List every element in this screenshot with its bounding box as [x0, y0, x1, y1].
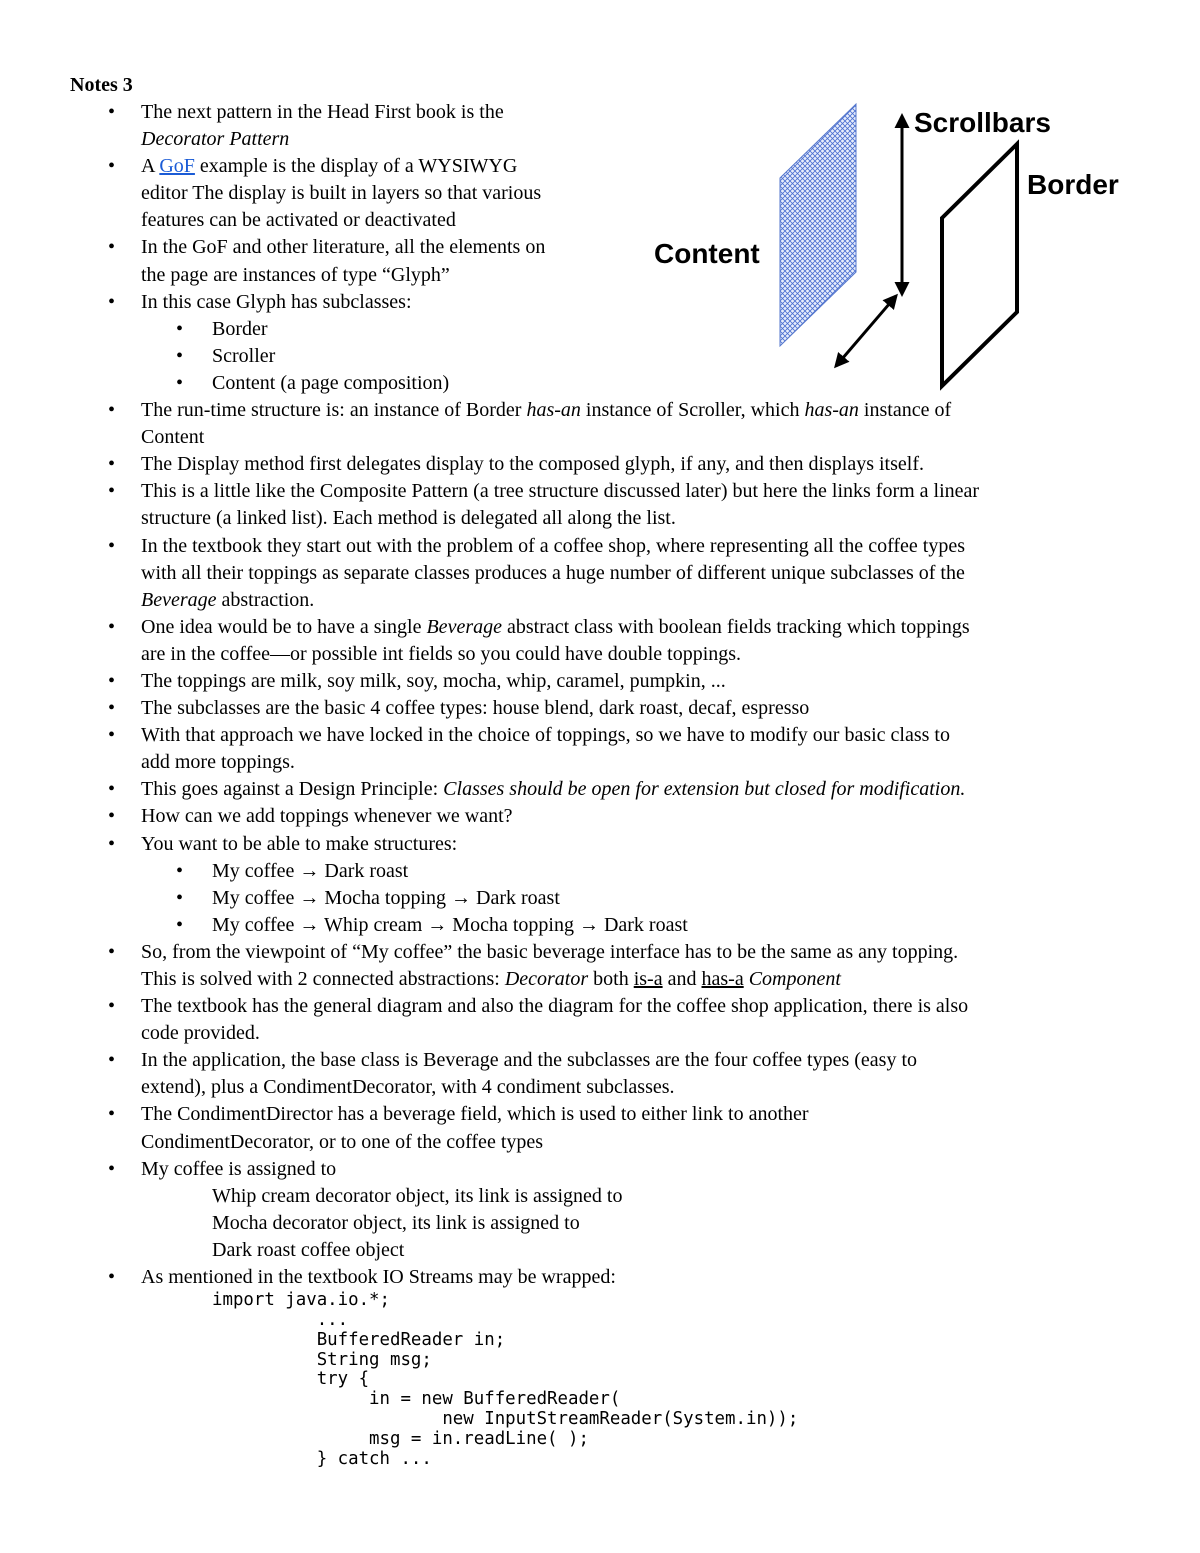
indent-line-dark-roast: Dark roast coffee object [212, 1238, 405, 1261]
bullet-my-coffee-assigned: • My coffee is assigned to [0, 1156, 1200, 1183]
bullet-viewpoint: • So, from the viewpoint of “My coffee” the basic beverage interface has to be the same as any topping. This is solved with 2 connected abstractions: Decorator both is-a and has-a Component [0, 939, 1200, 993]
bullet-coffee-shop-problem: • In the textbook they start out with the problem of a coffee shop, where representing all the coffee types with all their toppings as separate classes produces a huge number of different unique subclasses of the Beverage abstraction. [0, 533, 1200, 614]
code-line: in = new BufferedReader( [212, 1389, 621, 1410]
bullet-design-principle: • This goes against a Design Principle: Classes should be open for extension but closed for modification. [0, 776, 1200, 803]
java-code-block [0, 1291, 1200, 1469]
page-title: Notes 3 [70, 74, 133, 96]
code-line: ... [212, 1309, 349, 1330]
sub-bullet-structure-2: • My coffee → Mocha topping → Dark roast [0, 885, 1200, 912]
bullet-display-method: • The Display method first delegates display to the composed glyph, if any, and then displays itself. [0, 451, 1200, 478]
bullet-application-classes: • In the application, the base class is Beverage and the subclasses are the four coffee types (easy to extend), plus a CondimentDecorator, with 4 condiment subclasses. [0, 1047, 1200, 1101]
bullet-toppings-list: • The toppings are milk, soy milk, soy, mocha, whip, caramel, pumpkin, ... [0, 668, 1200, 695]
indent-line-whip: Whip cream decorator object, its link is assigned to [212, 1184, 623, 1207]
notes-bullet-list [0, 99, 1200, 1469]
sub-bullet-border: • Border [0, 316, 1200, 343]
code-line: msg = in.readLine( ); [212, 1428, 589, 1449]
bullet-condiment-director: • The CondimentDirector has a beverage field, which is used to either link to another CondimentDecorator, or to one of the coffee types [0, 1101, 1200, 1155]
bullet-add-toppings-question: • How can we add toppings whenever we want? [0, 803, 1200, 830]
border-label: Border [1027, 169, 1119, 200]
bullet-gof-example: • A GoF example is the display of a WYSIWYG editor The display is built in layers so that various features can be activated or deactivated [0, 153, 1200, 234]
indent-line-mocha: Mocha decorator object, its link is assigned to [212, 1211, 580, 1234]
sub-bullet-structure-3: • My coffee → Whip cream → Mocha topping → Dark roast [0, 912, 1200, 939]
content-label: Content [654, 238, 760, 269]
bullet-structures: • You want to be able to make structures: [0, 831, 1200, 858]
sub-bullet-scroller: • Scroller [0, 343, 1200, 370]
code-line: } catch ... [212, 1448, 432, 1469]
code-line: String msg; [212, 1349, 432, 1370]
scrollbars-label: Scrollbars [914, 107, 1051, 138]
bullet-coffee-types: • The subclasses are the basic 4 coffee types: house blend, dark roast, decaf, espresso [0, 695, 1200, 722]
bullet-glyph-subclasses: • In this case Glyph has subclasses: [0, 289, 1200, 316]
bullet-decorator-intro: • The next pattern in the Head First book is the Decorator Pattern [0, 99, 1200, 153]
code-line: import java.io.*; [212, 1290, 390, 1311]
bullet-io-streams: • As mentioned in the textbook IO Streams may be wrapped: [0, 1264, 1200, 1291]
bullet-composite-comparison: • This is a little like the Composite Pattern (a tree structure discussed later) but here the links form a linear structure (a linked list). Each method is delegated all along the list. [0, 478, 1200, 532]
gof-link[interactable]: GoF [159, 155, 195, 178]
sub-bullet-content: • Content (a page composition) [0, 370, 1200, 397]
bullet-textbook-diagram: • The textbook has the general diagram and also the diagram for the coffee shop application, there is also code provided. [0, 993, 1200, 1047]
bullet-glyph: • In the GoF and other literature, all the elements on the page are instances of type “Glyph” [0, 234, 1200, 288]
code-line: BufferedReader in; [212, 1329, 506, 1350]
bullet-runtime-structure: • The run-time structure is: an instance of Border has-an instance of Scroller, which has-an instance of Content [0, 397, 1200, 451]
bullet-single-beverage-idea: • One idea would be to have a single Beverage abstract class with boolean fields tracking which toppings are in the coffee—or possible int fields so you could have double toppings. [0, 614, 1200, 668]
code-line: try { [212, 1369, 370, 1390]
code-line: new InputStreamReader(System.in)); [212, 1408, 799, 1429]
sub-bullet-structure-1: • My coffee → Dark roast [0, 858, 1200, 885]
bullet-locked-toppings: • With that approach we have locked in the choice of toppings, so we have to modify our basic class to add more toppings. [0, 722, 1200, 776]
